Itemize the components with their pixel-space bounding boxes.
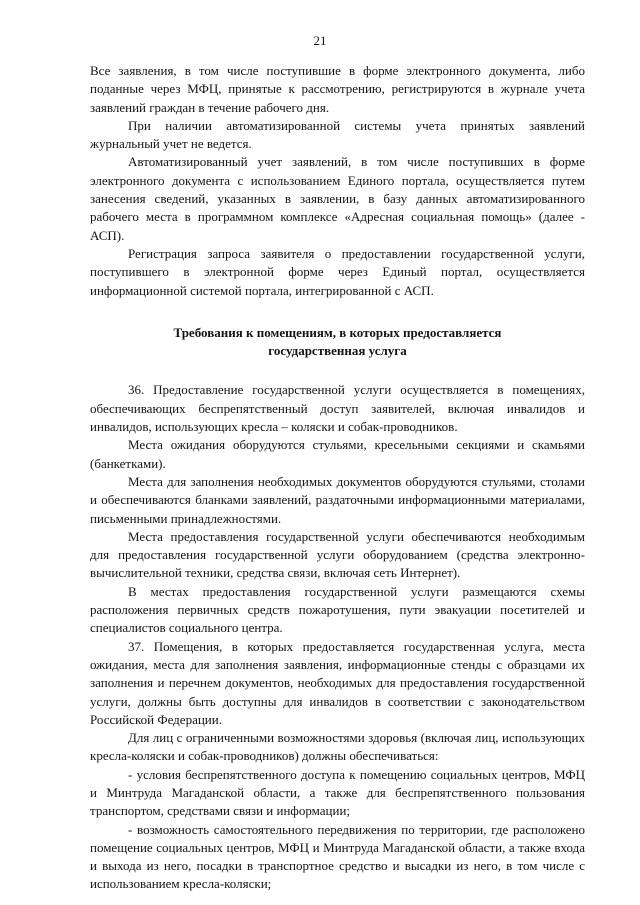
paragraph: Места предоставления государственной услуги обеспечиваются необходимым для предоставления государственной услуги оборудованием (средства электронно-вычислительной техники, средства связи, включая сеть Интернет). [90,528,585,581]
paragraph: Для лиц с ограниченными возможностями здоровья (включая лиц, использующих кресла-коляски и собак-проводников) должны обеспечиваться: [90,730,585,764]
page-number: 21 [313,33,327,48]
paragraph: При наличии автоматизированной системы учета принятых заявлений журнальный учет не ведется. [90,117,585,152]
paragraph: 36. Предоставление государственной услуги осуществляется в помещениях, обеспечивающих беспрепятственный доступ заявителей, включая инвалидов и инвалидов, использующих кресла – коляски и собак-проводников. [90,382,585,435]
section-heading-line: государственная услуга [268,343,407,359]
list-item: - возможность самостоятельного передвижения по территории, где расположено помещение социальных центров, МФЦ и Минтруда Магаданской области, а также входа и выхода из него, посадки в транспортное средство и высадки из него, в том числе с использованием кресла-коляски; [90,821,585,892]
paragraph: Автоматизированный учет заявлений, в том числе поступивших в форме электронного документа с использованием Единого портала, осуществляется путем занесения сведений, указанных в заявлении, в базу данных автоматизированного рабочего места в программном комплексе «Адресная социальная помощь» (далее - АСП). [90,154,585,243]
list-item: - условия беспрепятственного доступа к помещению социальных центров, МФЦ и Минтруда Магаданской области, а также для беспрепятственного пользования транспортом, средствами связи и информации; [90,766,585,819]
paragraph: Места для заполнения необходимых документов оборудуются стульями, столами и обеспечиваются бланками заявлений, раздаточными информационными материалами, письменными принадлежностями. [90,473,585,526]
paragraph: 37. Помещения, в которых предоставляется государственная услуга, места ожидания, места для заполнения заявления, информационные стенды с образцами их заполнения и перечнем документов, необходимых для предоставления государственной услуги, должны быть доступны для инвалидов в соответствии с законодательством Российской Федерации. [90,638,585,727]
section-heading [90,324,585,361]
paragraph: Места ожидания оборудуются стульями, кресельными секциями и скамьями (банкетками). [90,437,585,471]
paragraph: Регистрация запроса заявителя о предоставлении государственной услуги, поступившего в электронной форме через Единый портал, осуществляется информационной системой портала, интегрированной с АСП. [90,245,585,298]
paragraph: В местах предоставления государственной услуги размещаются схемы расположения первичных средств пожаротушения, пути эвакуации посетителей и специалистов социального центра. [90,583,585,636]
paragraph: Все заявления, в том числе поступившие в форме электронного документа, либо поданные через МФЦ, принятые к рассмотрению, регистрируются в журнале учета заявлений граждан в течение рабочего дня. [90,63,585,115]
document-body [90,62,585,894]
section-heading-line: Требования к помещениям, в которых предоставляется [173,324,502,340]
